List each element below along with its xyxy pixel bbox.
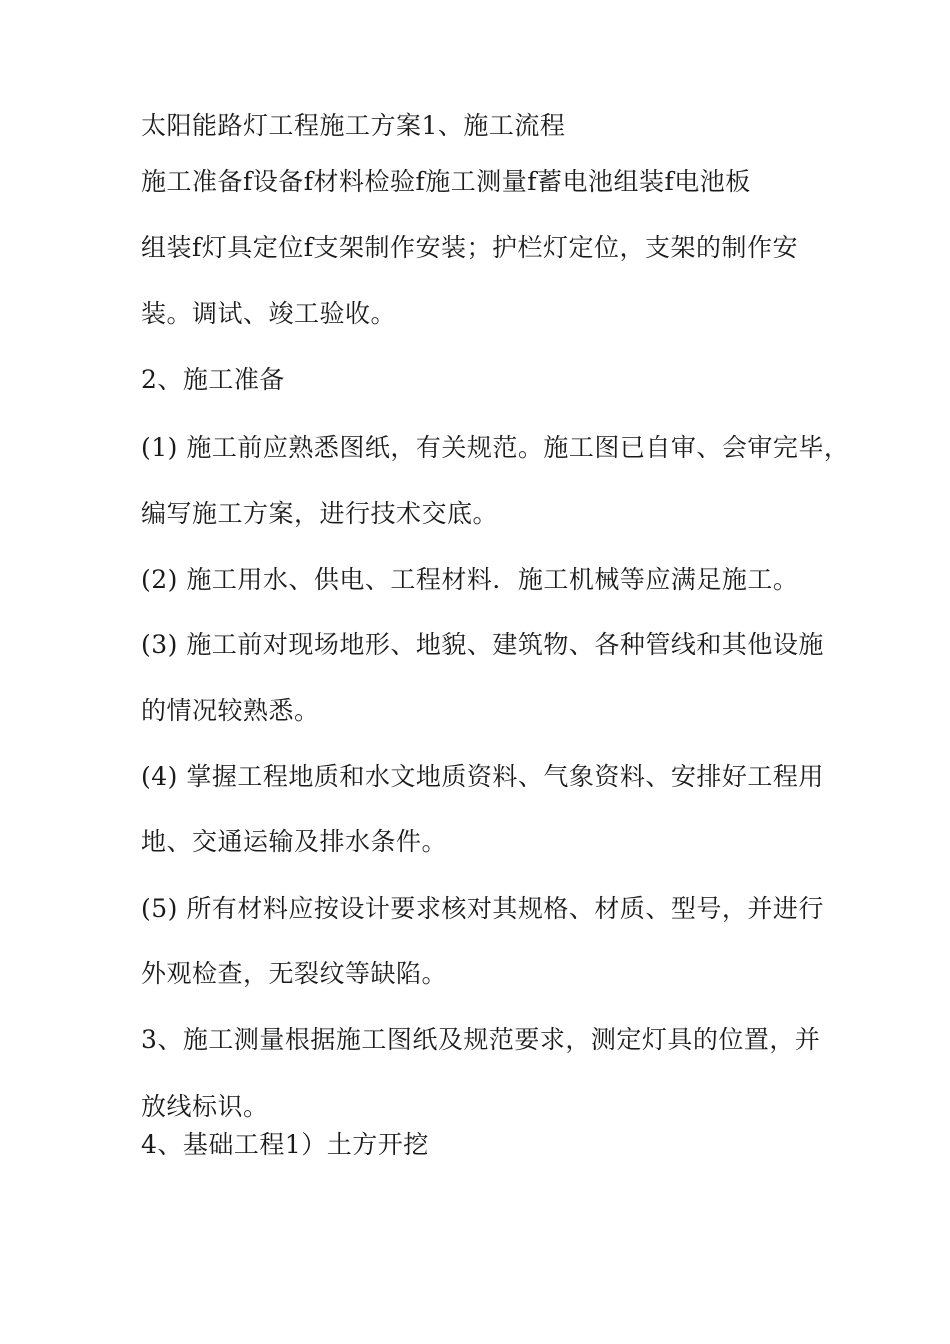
text-line: 编写施工方案，进行技术交底。 [141,499,499,528]
text-line: 外观检查，无裂纹等缺陷。 [141,959,448,988]
text-line: 装。调试、竣工验收。 [141,299,397,328]
text-line: 放线标识。 [141,1092,269,1121]
text-line: (3) 施工前对现场地形、地貌、建筑物、各种管线和其他设施 [141,630,824,659]
section-heading: 4、基础工程1）土方开挖 [141,1130,429,1159]
text-line: 地、交通运输及排水条件。 [141,827,448,856]
text-line: (5) 所有材料应按设计要求核对其规格、材质、型号，并进行 [141,894,824,923]
text-line: 施工准备f设备f材料检验f施工测量f蓄电池组装f电池板 [141,167,751,196]
text-line: (4) 掌握工程地质和水文地质资料、气象资料、安排好工程用 [141,762,824,791]
text-line: (1) 施工前应熟悉图纸，有关规范。施工图已自审、会审完毕， [141,433,850,462]
section-heading: 2、施工准备 [141,365,285,394]
document-title-line: 太阳能路灯工程施工方案1、施工流程 [141,111,566,140]
text-line: 组装f灯具定位f支架制作安装；护栏灯定位，支架的制作安 [141,233,799,262]
section-heading: 3、施工测量根据施工图纸及规范要求，测定灯具的位置，并 [141,1025,821,1054]
text-line: (2) 施工用水、供电、工程材料．施工机械等应满足施工。 [141,565,799,594]
text-line: 的情况较熟悉。 [141,696,320,725]
